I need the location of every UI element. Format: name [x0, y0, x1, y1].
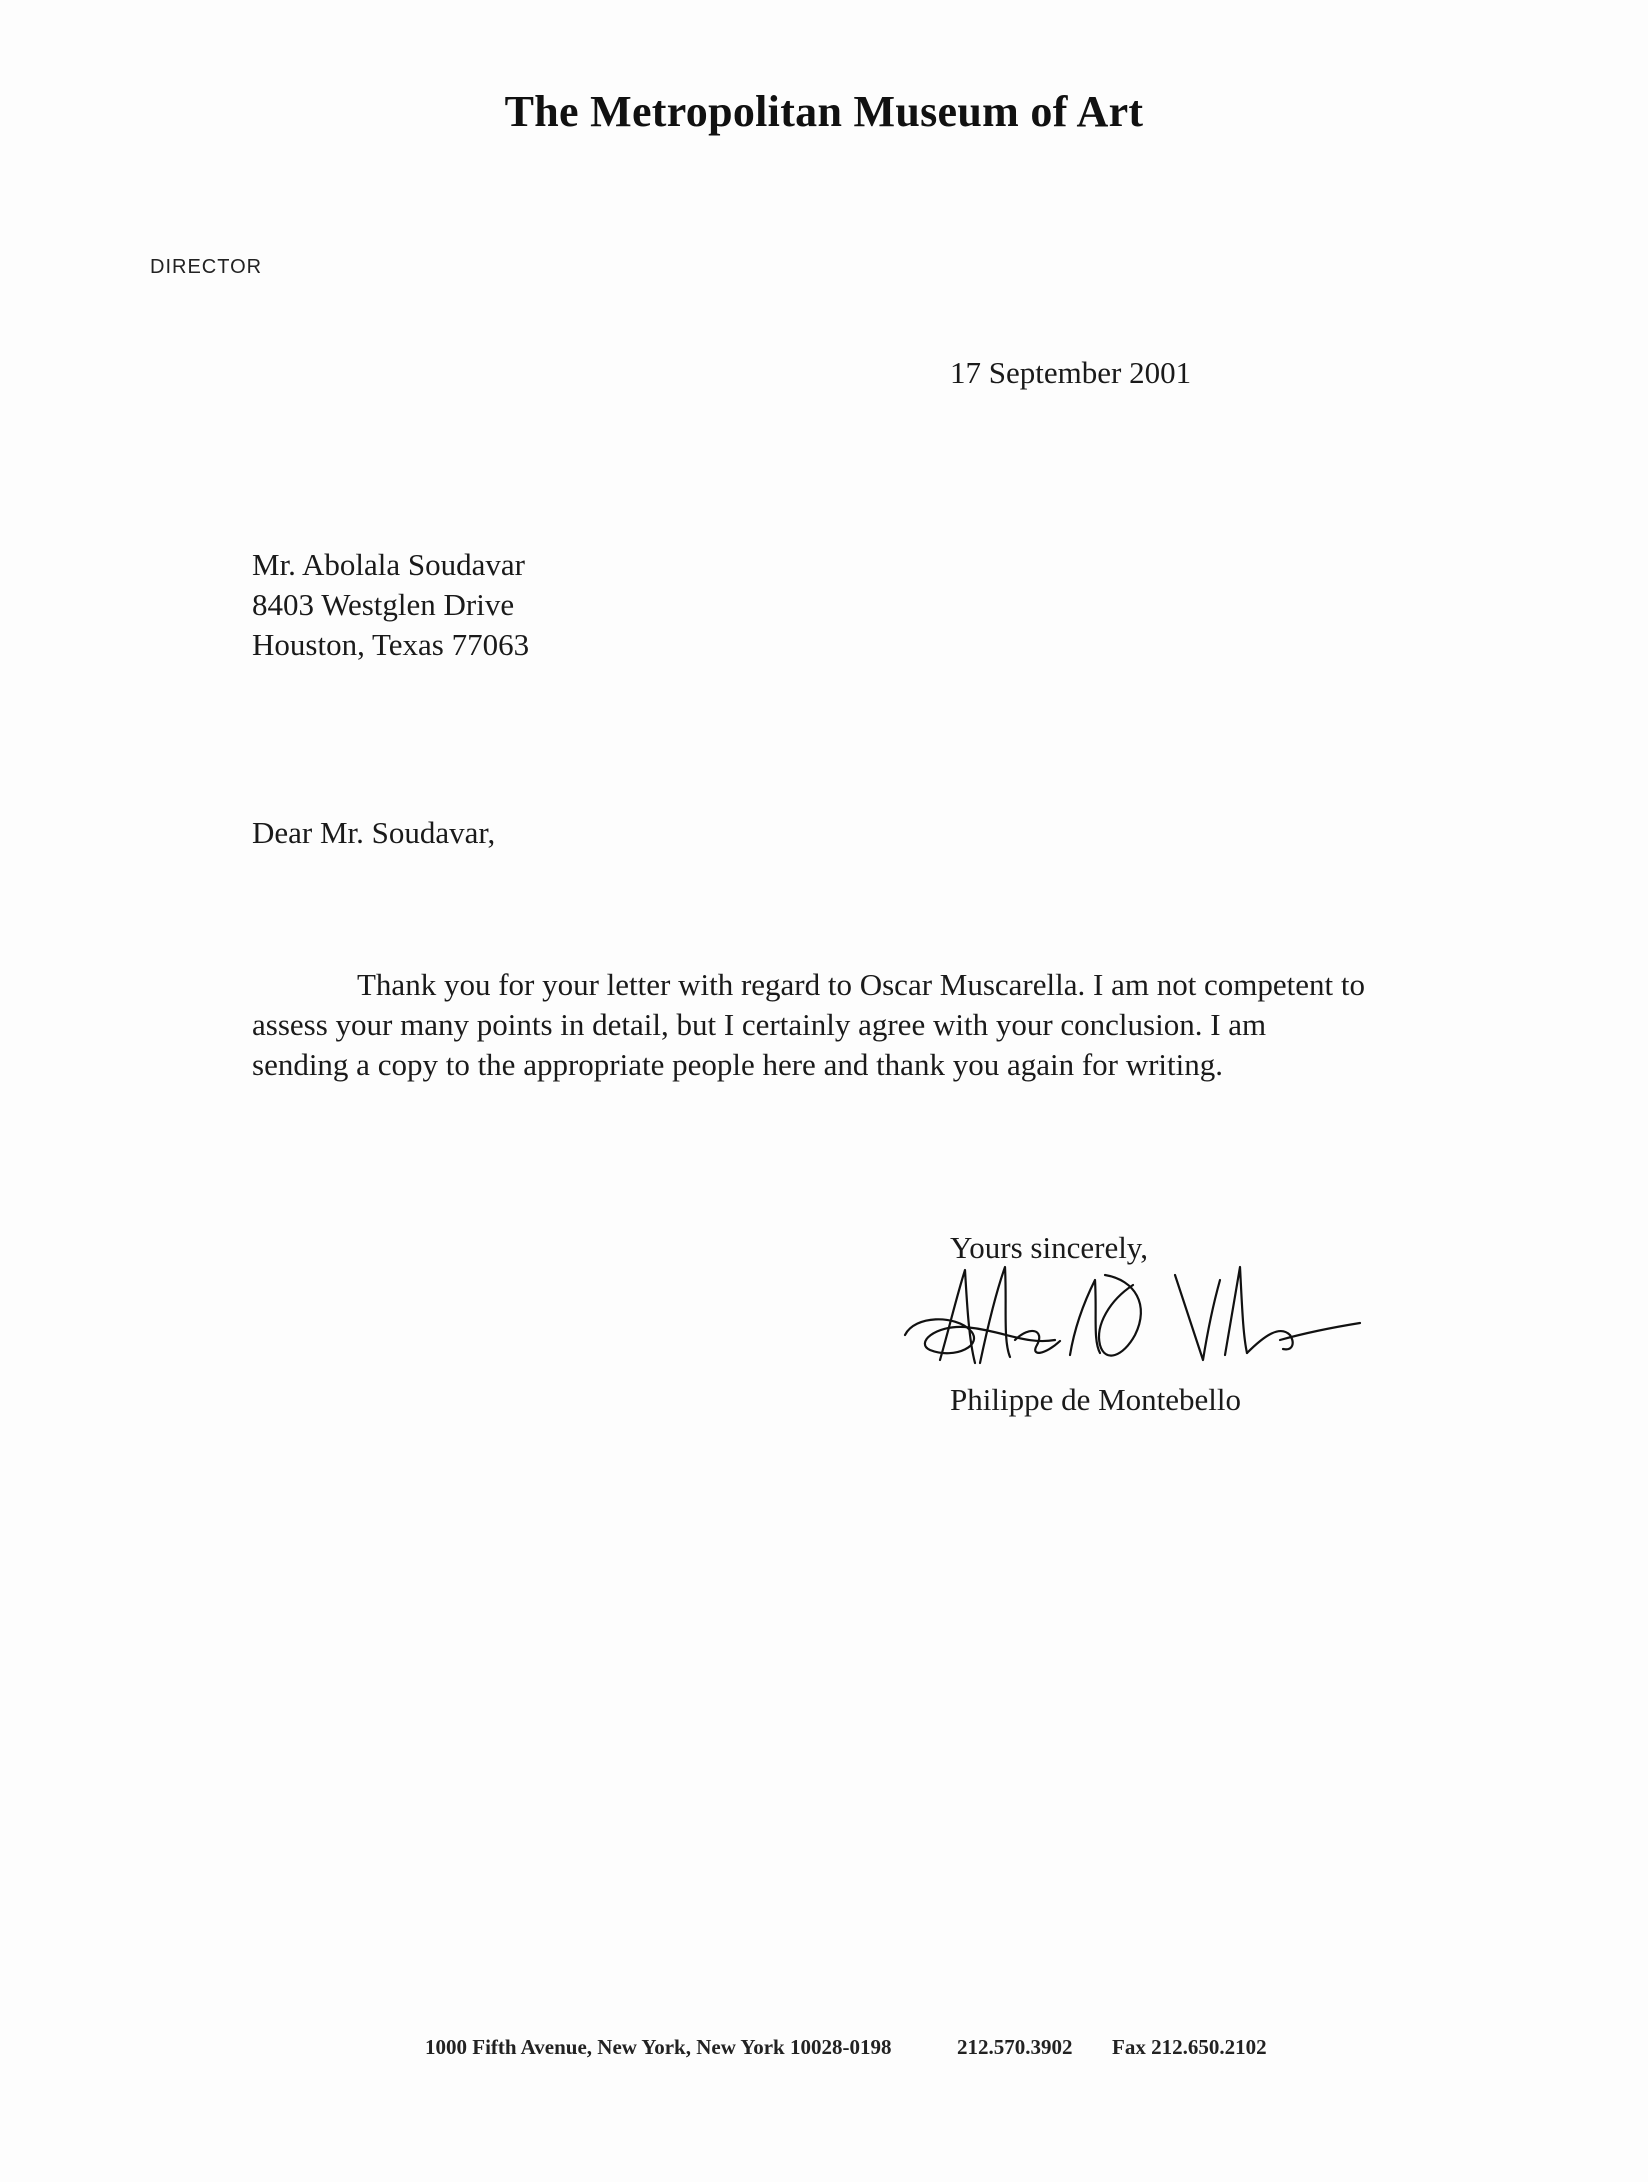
letter-body	[252, 965, 1452, 1085]
recipient-address	[252, 545, 529, 665]
signature-stroke	[940, 1270, 975, 1363]
recipient-city: Houston, Texas 77063	[252, 627, 530, 662]
body-line: sending a copy to the appropriate people here and thank you again for writing.	[252, 1047, 1224, 1082]
signature-stroke	[1225, 1267, 1247, 1355]
signature-stroke	[1015, 1331, 1060, 1353]
footer-address: 1000 Fifth Avenue, New York, New York 10028-0198	[425, 2035, 892, 2059]
body-line: assess your many points in detail, but I certainly agree with your conclusion. I am	[252, 1007, 1267, 1042]
handwritten-signature	[895, 1245, 1365, 1395]
signature-stroke	[980, 1267, 1010, 1363]
letterhead-title: The Metropolitan Museum of Art	[504, 87, 1144, 136]
closing: Yours sincerely,	[950, 1230, 1149, 1265]
signature-stroke	[1175, 1275, 1220, 1360]
signature-stroke	[1280, 1323, 1360, 1340]
footer-fax: Fax 212.650.2102	[1112, 2035, 1267, 2059]
letterhead-office: DIRECTOR	[150, 256, 263, 278]
signer-name: Philippe de Montebello	[950, 1382, 1242, 1417]
signature-stroke	[1070, 1280, 1100, 1355]
recipient-name: Mr. Abolala Soudavar	[252, 547, 525, 582]
signature-stroke	[1099, 1275, 1141, 1356]
signature-stroke	[1247, 1331, 1293, 1353]
body-line: Thank you for your letter with regard to Oscar Muscarella. I am not competent to	[357, 967, 1366, 1002]
footer-phone: 212.570.3902	[957, 2035, 1073, 2059]
letter-date: 17 September 2001	[950, 355, 1192, 390]
recipient-street: 8403 Westglen Drive	[252, 587, 515, 622]
signature-stroke	[905, 1319, 1055, 1353]
salutation: Dear Mr. Soudavar,	[252, 815, 496, 850]
